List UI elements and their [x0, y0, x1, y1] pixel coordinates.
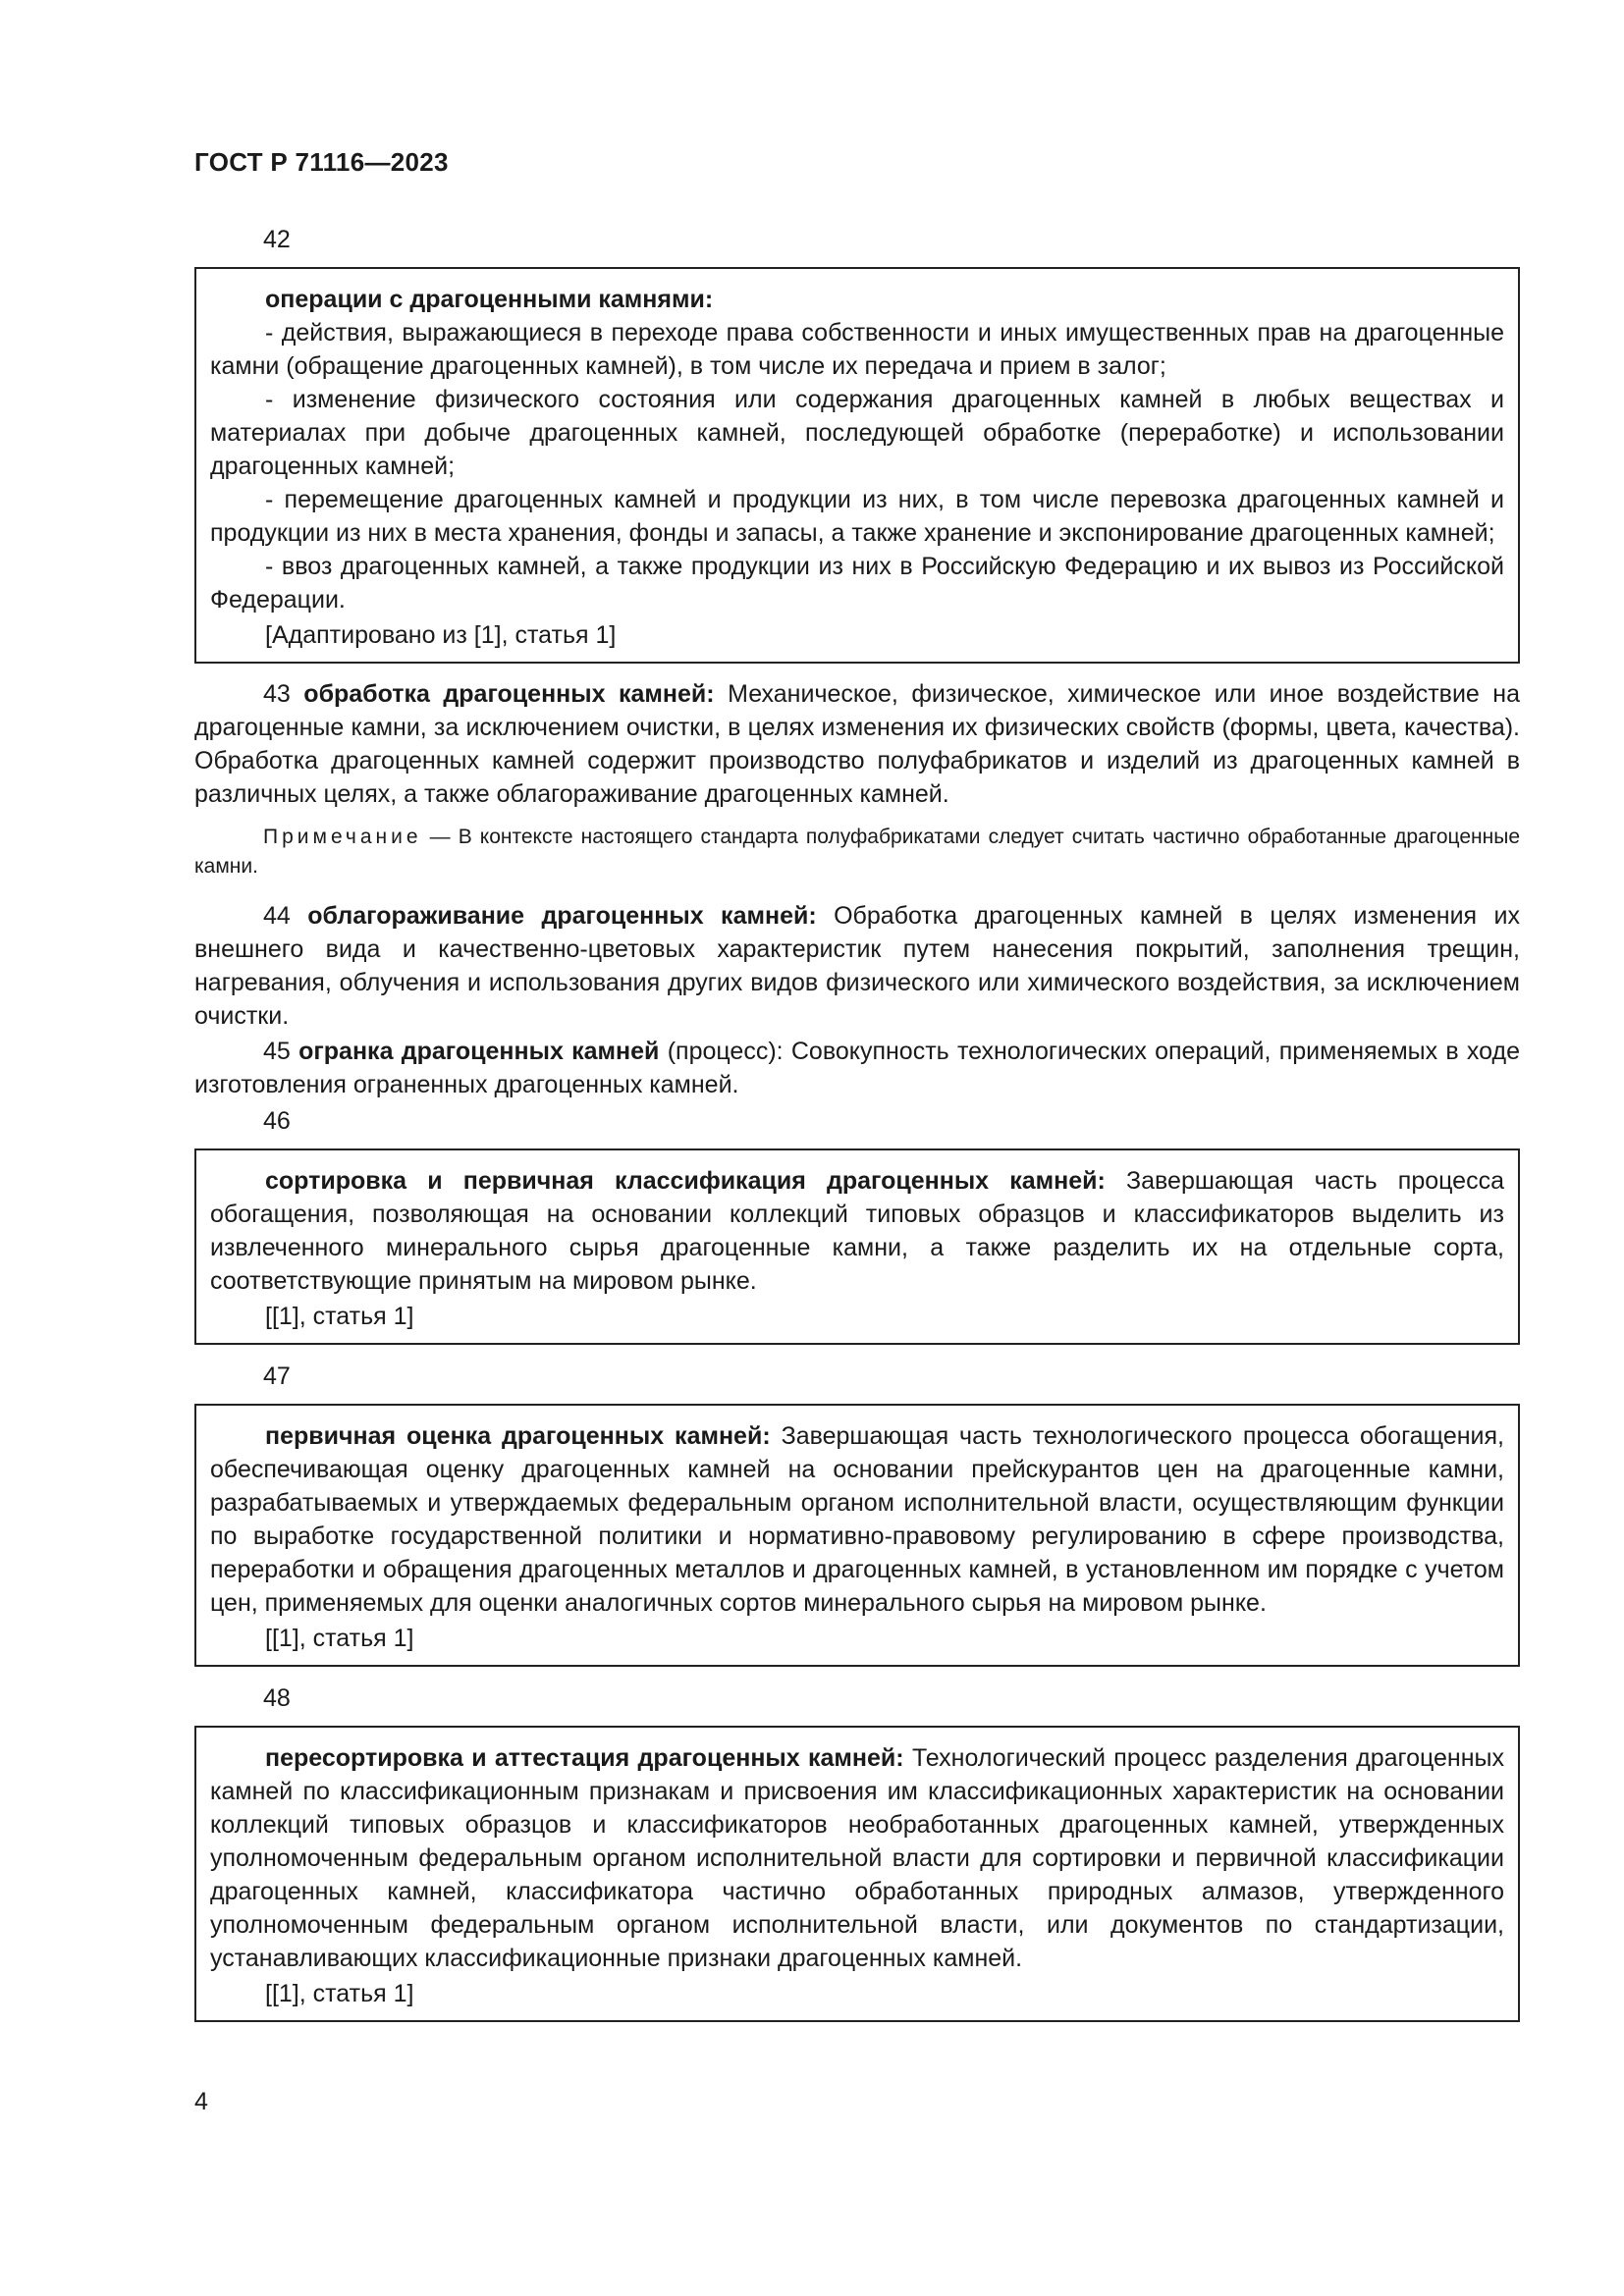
term-42-line-1: - действия, выражающиеся в переходе права собственности и иных имущественных прав на драгоценные камни (обращение драгоценных камней), в том числе их передача и прием в залог; [210, 319, 1504, 380]
term-title-48: пересортировка и аттестация драгоценных камней: [265, 1744, 904, 1772]
term-box-47 [194, 1404, 1520, 1667]
term-definition-46: Завершающая часть процесса обогащения, позволяющая на основании коллекций типовых образцов и классификаторов выделить из извлеченного минерального сырья драгоценные камни, а также разделить их на отдельные сорта, соответствующие принятым на мировом рынке. [210, 1167, 1504, 1295]
note-label: Примечание [263, 826, 422, 848]
term-number-42: 42 [263, 226, 291, 253]
term-47-source: [[1], статья 1] [265, 1625, 414, 1652]
term-definition-44: Обработка драгоценных камней в целях изменения их внешнего вида и качественно-цветовых характеристик путем нанесения покрытий, заполнения трещин, нагревания, облучения и использования других видов физического или химического воздействия, за исключением очистки. [194, 902, 1520, 1030]
term-42-line-3: - перемещение драгоценных камней и продукции из них, в том числе перевозка драгоценных камней и продукции из них в места хранения, фонды и запасы, а также хранение и экспонирование драгоценных камней; [210, 486, 1504, 547]
term-number-45: 45 [263, 1038, 291, 1065]
term-46-source: [[1], статья 1] [265, 1303, 414, 1330]
term-47 [210, 1419, 1504, 1620]
document-body [194, 222, 1520, 2036]
term-42-line-2: - изменение физического состояния или содержания драгоценных камней в любых веществах и материалах при добыче драгоценных камней, последующей обработке (переработке) и использовании драгоценных камней; [210, 386, 1504, 480]
term-43 [194, 677, 1520, 811]
term-42 [210, 283, 1504, 316]
document-header: ГОСТ Р 71116—2023 [194, 147, 449, 177]
term-definition-43: Механическое, физическое, химическое или иное воздействие на драгоценные камни, за исключением очистки, в целях изменения их физических свойств (формы, цвета, качества). Обработка драгоценных камней содержит производство полуфабрикатов и изделий из драгоценных камней в различных целях, а также облагораживание драгоценных камней. [194, 680, 1521, 808]
term-qualifier-45: (процесс): [667, 1038, 784, 1065]
term-title-46: сортировка и первичная классификация драгоценных камней: [265, 1167, 1106, 1195]
term-46 [210, 1164, 1504, 1298]
term-title-44: облагораживание драгоценных камней: [307, 902, 817, 930]
term-45 [194, 1035, 1520, 1101]
term-number-43: 43 [263, 680, 291, 708]
term-definition-45: Совокупность технологических операций, применяемых в ходе изготовления ограненных драгоценных камней. [194, 1038, 1520, 1098]
note-43 [194, 823, 1520, 881]
term-title-47: первичная оценка драгоценных камней: [265, 1422, 771, 1450]
term-box-48 [194, 1726, 1520, 2022]
term-title-45: огранка драгоценных камней [298, 1038, 660, 1065]
term-44 [194, 899, 1520, 1033]
term-title-42: операции с драгоценными камнями: [265, 286, 714, 313]
term-definition-48: Технологический процесс разделения драгоценных камней по классификационным признакам и присвоения им классификационных характеристик на основании коллекций типовых образцов и классификаторов необработанных драгоценных камней, утвержденных уполномоченным федеральным органом исполнительной власти для сортировки и первичной классификации драгоценных камней, классификатора частично обработанных природных алмазов, утвержденного уполномоченным федеральным органом исполнительной власти, или документов по стандартизации, устанавливающих классификационные признаки драгоценных камней. [210, 1744, 1504, 1972]
term-42-line-4: - ввоз драгоценных камней, а также продукции из них в Российскую Федерацию и их вывоз из Российской Федерации. [210, 553, 1504, 614]
term-number-48: 48 [263, 1684, 291, 1712]
term-number-44: 44 [263, 902, 291, 930]
note-text: — В контексте настоящего стандарта полуфабрикатами следует считать частично обработанные драгоценные камни. [194, 826, 1520, 878]
term-box-46 [194, 1148, 1520, 1345]
term-box-42 [194, 267, 1520, 664]
term-48 [210, 1741, 1504, 1975]
page-number: 4 [194, 2088, 208, 2115]
term-48-source: [[1], статья 1] [265, 1980, 414, 2007]
term-title-43: обработка драгоценных камней: [303, 680, 715, 708]
term-definition-47: Завершающая часть технологического процесса обогащения, обеспечивающая оценку драгоценных камней на основании прейскурантов цен на драгоценные камни, разрабатываемых и утверждаемых федеральным органом исполнительной власти, осуществляющим функции по выработке государственной политики и нормативно-правовому регулированию в сфере производства, переработки и обращения драгоценных металлов и драгоценных камней, в установленном им порядке с учетом цен, применяемых для оценки аналогичных сортов минерального сырья на мировом рынке. [210, 1422, 1504, 1617]
term-42-source: [Адаптировано из [1], статья 1] [265, 621, 617, 649]
term-number-47: 47 [263, 1362, 291, 1390]
term-number-46: 46 [263, 1107, 291, 1135]
